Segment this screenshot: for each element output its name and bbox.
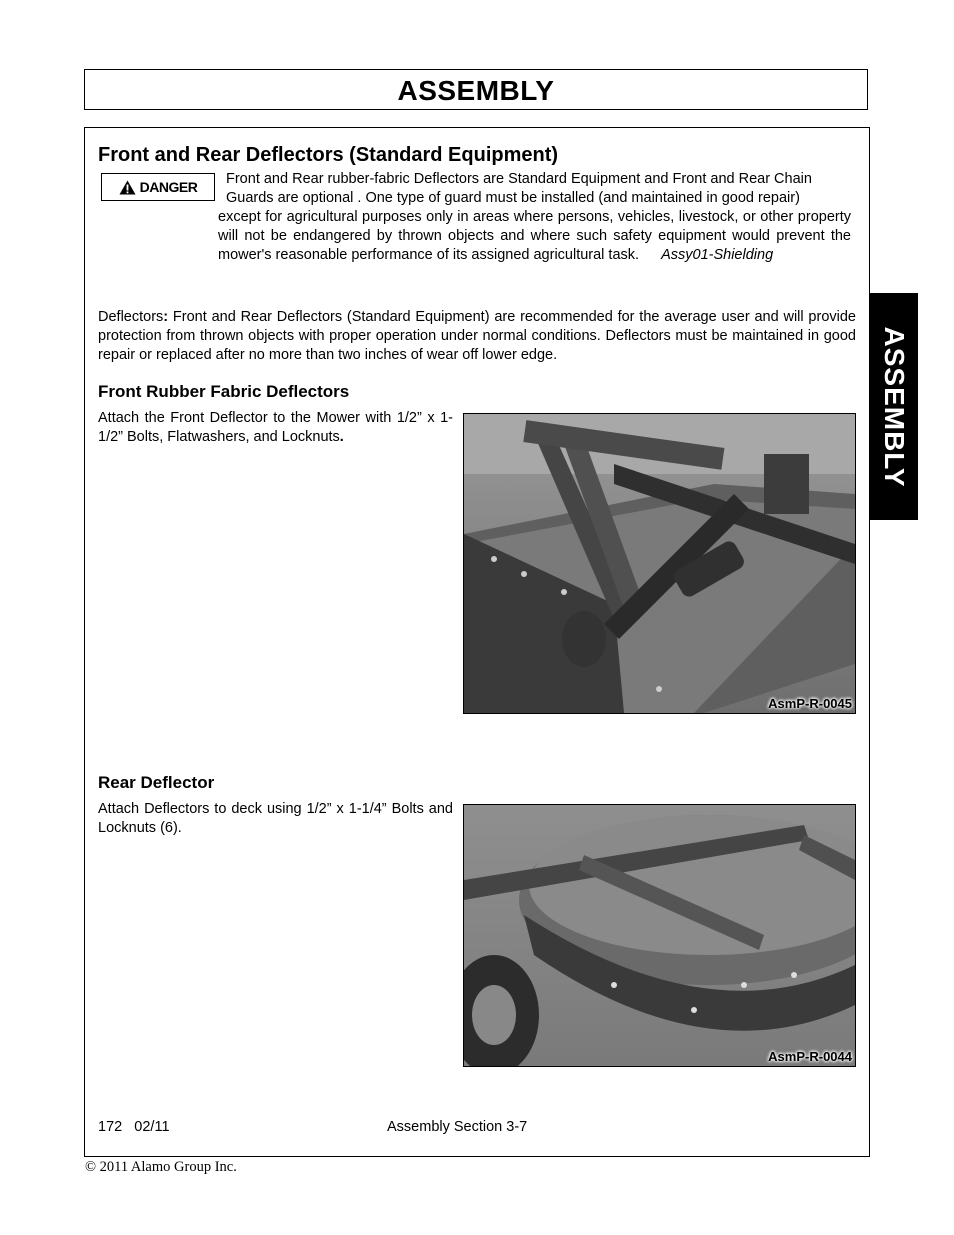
danger-text-line2: Guards are optional . One type of guard must be installed (and maintained in good repair) xyxy=(226,190,800,206)
page-number: 172 xyxy=(98,1119,123,1135)
front-deflector-period: . xyxy=(339,429,344,445)
footer-page-info xyxy=(98,1119,170,1135)
header-box xyxy=(84,69,868,110)
rear-deflector-text: Attach Deflectors to deck using 1/2” x 1-1/4” Bolts and Locknuts (6). xyxy=(98,801,453,836)
danger-ref: Assy01-Shielding xyxy=(661,247,774,263)
danger-label: DANGER xyxy=(139,179,198,195)
rear-photo-code: AsmP-R-0044 xyxy=(768,1049,852,1064)
rear-deflector-title: Rear Deflector xyxy=(98,773,215,792)
deflectors-paragraph xyxy=(98,308,856,365)
deflectors-text: Front and Rear Deflectors (Standard Equipment) are recommended for the average user and will provide protection from thrown objects with proper operation under normal conditions. Deflectors must be maintained in good repair or replaced after no more than two inches of wear off lower edge. xyxy=(98,309,856,363)
copyright: © 2011 Alamo Group Inc. xyxy=(85,1159,237,1175)
deflectors-colon: : xyxy=(163,309,169,325)
front-deflector-instructions: Attach the Front Deflector to the Mower with 1/2” x 1-1/2” Bolts, Flatwashers, and Locknuts xyxy=(98,410,453,445)
side-tab xyxy=(869,293,918,520)
front-mower-illustration xyxy=(464,414,855,713)
footer-section: Assembly Section 3-7 xyxy=(387,1119,528,1135)
deflectors-lead: Deflectors xyxy=(98,309,164,325)
front-deflector-text xyxy=(98,409,453,447)
page-header-title: ASSEMBLY xyxy=(397,75,555,106)
front-deflector-title: Front Rubber Fabric Deflectors xyxy=(98,382,350,401)
front-deflector-photo xyxy=(463,413,856,714)
revision-date: 02/11 xyxy=(134,1119,170,1135)
danger-text-line1: Front and Rear rubber-fabric Deflectors are Standard Equipment and Front and Rear Chain xyxy=(226,171,812,187)
danger-text-rest: except for agricultural purposes only in areas where persons, vehicles, livestock, or other property will not be endangered by thrown objects and where such safety equipment would prevent the mower's reasonable performance of its assigned agricultural task. xyxy=(218,209,851,263)
section-title: Front and Rear Deflectors (Standard Equipment) xyxy=(98,144,559,166)
front-photo-code: AsmP-R-0045 xyxy=(768,696,852,711)
danger-badge xyxy=(101,173,215,201)
rear-deflector-photo xyxy=(463,804,856,1067)
side-tab-label: ASSEMBLY xyxy=(878,325,910,488)
rear-mower-illustration xyxy=(464,805,855,1066)
danger-text-body xyxy=(218,208,851,265)
warning-triangle-icon xyxy=(119,180,136,195)
